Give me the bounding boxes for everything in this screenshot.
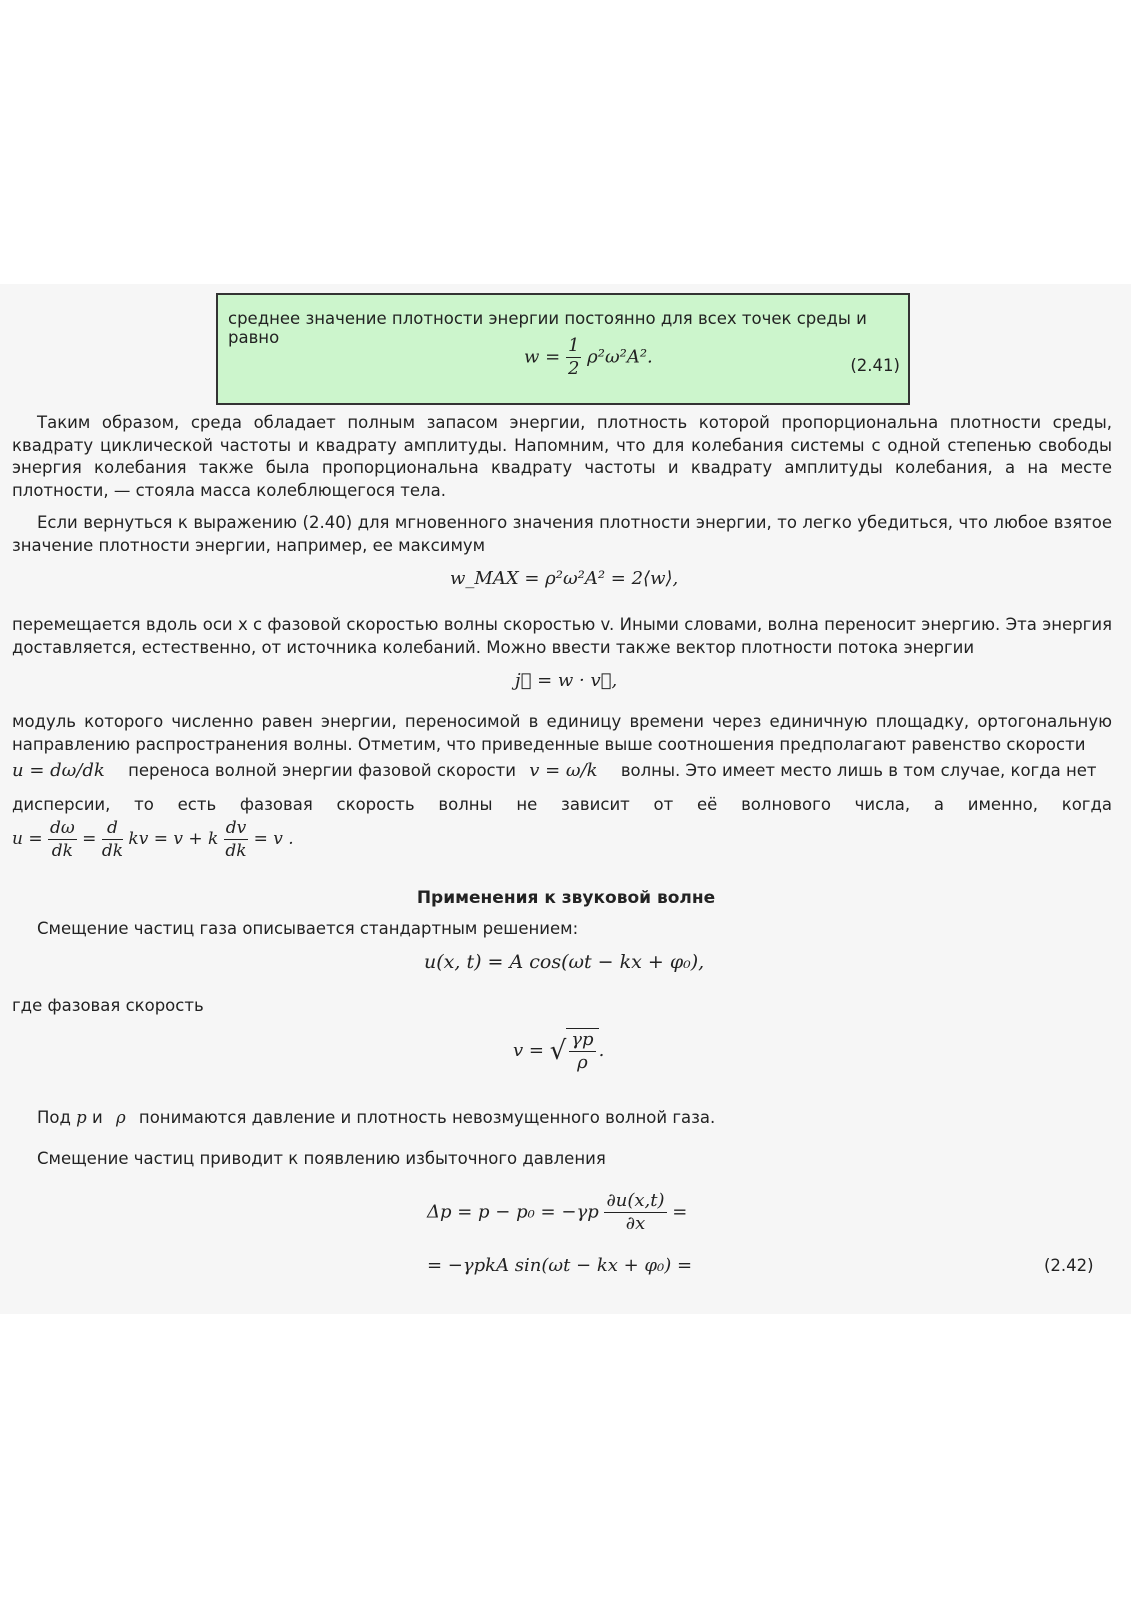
paragraph: Если вернуться к выражению (2.40) для мгновенного значения плотности энергии, то легко убедиться, что любое взятое значение плотности энергии, например, ее максимум (12, 513, 1112, 555)
paragraph: модуль которого численно равен энергии, переносимой в единицу времени через единичную площадку, ортогональную направлению распространения волны. Отметим, что приведенные выше соотношения предполагают равенство скорости (12, 712, 1112, 754)
equation-group-velocity: u = $\frac{d\omega}{dk}$ = $\frac{d}{dk}$ kv = v + k $\frac{dv}{dk}$ = v . (12, 818, 294, 861)
paragraph: Смещение частиц газа описывается стандартным решением: (37, 919, 579, 938)
equation-number: (2.41) (850, 356, 900, 375)
phase-velocity-formula: v = ω/k (529, 760, 598, 781)
fraction: $\frac{1}{2}$ (567, 335, 580, 379)
equation-wmax: w_MAX = ρ²ω²A² = 2⟨w⟩, (450, 568, 679, 589)
paragraph: где фазовая скорость (12, 996, 204, 1015)
paragraph: Смещение частиц приводит к появлению избыточного давления (37, 1149, 606, 1168)
paragraph: перемещается вдоль оси x с фазовой скоростью волны скоростью v. Иными словами, волна переносит энергию. Эта энергия доставляется, естественно, от источника колебаний. Можно ввести также вектор плотности потока энергии (12, 615, 1112, 657)
equation-flux: j⃗ = w · v⃗, (515, 670, 618, 691)
group-velocity-formula: u = dω/dk (12, 760, 105, 781)
eq-lhs: w = (524, 346, 561, 368)
paragraph-line: u = dω/dk переноса волной энергии фазовой скорости v = ω/k волны. Это имеет место лишь в том случае, когда нет (12, 760, 1097, 781)
equation-displacement: u(x, t) = A cos(ωt − kx + φ₀), (424, 951, 705, 973)
paragraph: дисперсии, то есть фазовая скорость волны не зависит от её волнового числа, а именно, когда (12, 795, 1112, 814)
equation-pressure-line2: = −γpkA sin(ωt − kx + φ₀) = (427, 1255, 693, 1276)
section-heading: Применения к звуковой волне (416, 888, 716, 908)
highlight-box (216, 293, 910, 405)
box-text: среднее значение плотности энергии постоянно для всех точек среды и равно (228, 309, 867, 347)
equation-2-41 (524, 335, 653, 380)
document-page (0, 284, 1131, 1314)
equation-phase-velocity: v = √ $\frac{\gamma p}{\rho}$ . (513, 1029, 605, 1073)
equation-pressure-line1: Δp = p − p₀ = −γp $\frac{\partial u(x,t)}{\partial x}$ = (427, 1190, 688, 1234)
paragraph: Под p и ρ понимаются давление и плотность невозмущенного волной газа. (37, 1108, 716, 1127)
equation-number: (2.42) (1044, 1256, 1094, 1275)
paragraph: Таким образом, среда обладает полным запасом энергии, плотность которой пропорциональна плотности среды, квадрату циклической частоты и квадрату амплитуды. Напомним, что для колебания системы с одной степенью свободы энергия колебания также была пропорциональна квадрату частоты и квадрату амплитуды колебания, а на месте плотности, — стояла масса колеблющегося тела. (12, 413, 1112, 500)
eq-rhs: ρ²ω²A². (587, 346, 653, 368)
